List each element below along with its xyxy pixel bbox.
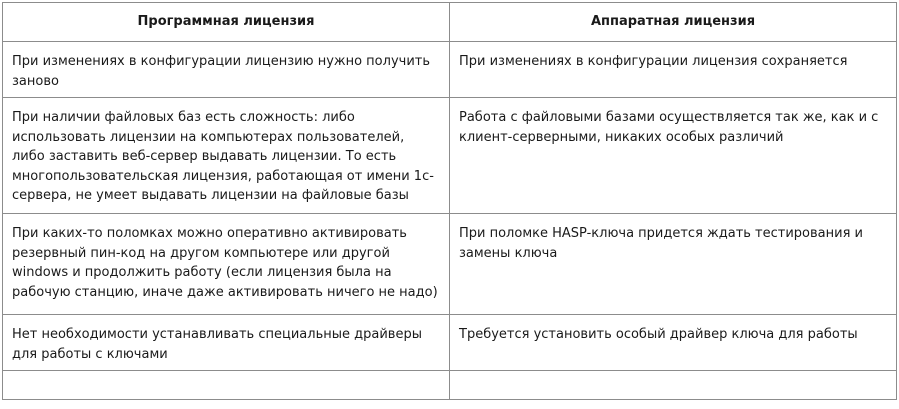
table-row — [3, 214, 897, 315]
hardware-cell — [450, 371, 897, 400]
table-row — [3, 315, 897, 371]
hardware-cell: При изменениях в конфигурации лицензия сохраняется — [450, 42, 897, 98]
software-cell: При изменениях в конфигурации лицензию нужно получить заново — [3, 42, 450, 98]
header-row — [3, 3, 897, 42]
hardware-cell: При поломке HASP-ключа придется ждать тестирования и замены ключа — [450, 214, 897, 315]
table-row-empty — [3, 371, 897, 400]
hardware-cell: Требуется установить особый драйвер ключа для работы — [450, 315, 897, 371]
software-cell: При каких-то поломках можно оперативно активировать резервный пин-код на другом компьютере или другой windows и продолжить работу (если лицензия была на рабочую станцию, иначе даже активировать ничего не надо) — [3, 214, 450, 315]
license-comparison-table — [2, 2, 897, 400]
header-hardware-license: Аппаратная лицензия — [450, 3, 897, 42]
table-row — [3, 98, 897, 214]
software-cell: При наличии файловых баз есть сложность: либо использовать лицензии на компьютерах пользователей, либо заставить веб-сервер выдавать лицензии. То есть многопользовательская лицензия, работающая от имени 1с-сервера, не умеет выдавать лицензии на файловые базы — [3, 98, 450, 214]
software-cell: Нет необходимости устанавливать специальные драйверы для работы с ключами — [3, 315, 450, 371]
software-cell — [3, 371, 450, 400]
table-row — [3, 42, 897, 98]
header-software-license: Программная лицензия — [3, 3, 450, 42]
hardware-cell: Работа с файловыми базами осуществляется так же, как и с клиент-серверными, никаких особых различий — [450, 98, 897, 214]
